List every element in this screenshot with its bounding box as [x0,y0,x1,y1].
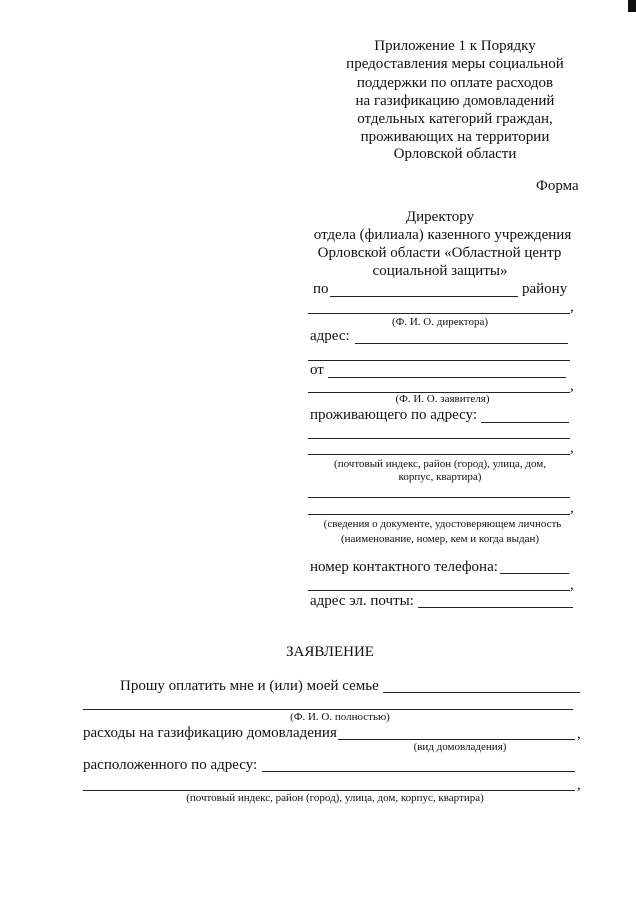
applicant-caption: (Ф. И. О. заявителя) [395,393,490,405]
postal-caption-2: корпус, квартира) [398,471,482,483]
comma: , [570,500,574,516]
comma: , [570,299,574,315]
family-line-2[interactable] [83,709,573,710]
appendix-line-5: отдельных категорий граждан, [357,111,553,127]
postal-caption-full: (почтовый индекс, район (город), улица, дом, корпус, квартира) [186,792,484,804]
addressee-line-1: Директору [405,209,475,225]
comma: , [577,777,581,793]
applicant-line-1[interactable] [328,377,566,378]
appendix-line-7: Орловской области [393,146,517,162]
expenses-text: расходы на газификацию домовладения [83,725,337,741]
email-line[interactable] [418,607,573,608]
appendix-line-2: предоставления меры социальной [346,56,564,72]
addressee-line-4: социальной защиты» [372,263,508,279]
id-caption-2: (наименование, номер, кем и когда выдан) [340,533,540,545]
id-doc-line-1[interactable] [308,497,570,498]
appendix-line-3: поддержки по оплате расходов [356,75,554,91]
comma: , [570,577,574,593]
residing-label: проживающего по адресу: [310,407,478,423]
location-line-2[interactable] [83,790,575,791]
residence-line-1[interactable] [481,422,569,423]
located-text: расположенного по адресу: [83,757,258,773]
appendix-line-1: Приложение 1 к Порядку [374,38,536,54]
ownership-line[interactable] [338,739,575,740]
residence-line-3[interactable] [308,454,570,455]
location-line-1[interactable] [262,771,575,772]
addressee-line-3: Орловской области «Областной центр [317,245,562,261]
request-text: Прошу оплатить мне и (или) моей семье [120,678,379,694]
appendix-line-6: проживающих на территории [360,129,550,145]
residence-line-2[interactable] [308,438,570,439]
id-doc-line-2[interactable] [308,514,570,515]
appendix-line-4: на газификацию домовладений [355,93,555,109]
addressee-line-2: отдела (филиала) казенного учреждения [313,227,572,243]
address-line-2[interactable] [308,360,570,361]
phone-line[interactable] [500,573,569,574]
phone-label: номер контактного телефона: [310,559,498,575]
comma: , [570,440,574,456]
postal-caption-1: (почтовый индекс, район (город), улица, дом, [334,458,546,470]
form-label: Форма [536,178,579,194]
po-label: по [313,281,329,297]
id-caption-1: (сведения о документе, удостоверяющем личность [323,518,562,530]
fio-caption: (Ф. И. О. полностью) [290,711,390,723]
address-label: адрес: [310,328,350,344]
email-label: адрес эл. почты: [310,593,414,609]
director-caption: (Ф. И. О. директора) [391,316,488,328]
comma: , [570,378,574,394]
address-line-1[interactable] [355,343,568,344]
phone-line-2[interactable] [308,590,570,591]
scan-corner-mark [628,0,636,12]
statement-title: ЗАЯВЛЕНИЕ [286,644,374,660]
from-label: от [310,362,324,378]
comma: , [577,726,581,742]
family-line-1[interactable] [383,692,580,693]
ownership-caption: (вид домовладения) [413,741,507,753]
rayonu-label: району [522,281,568,297]
director-name-line[interactable] [308,313,570,314]
district-input-line[interactable] [330,296,518,297]
